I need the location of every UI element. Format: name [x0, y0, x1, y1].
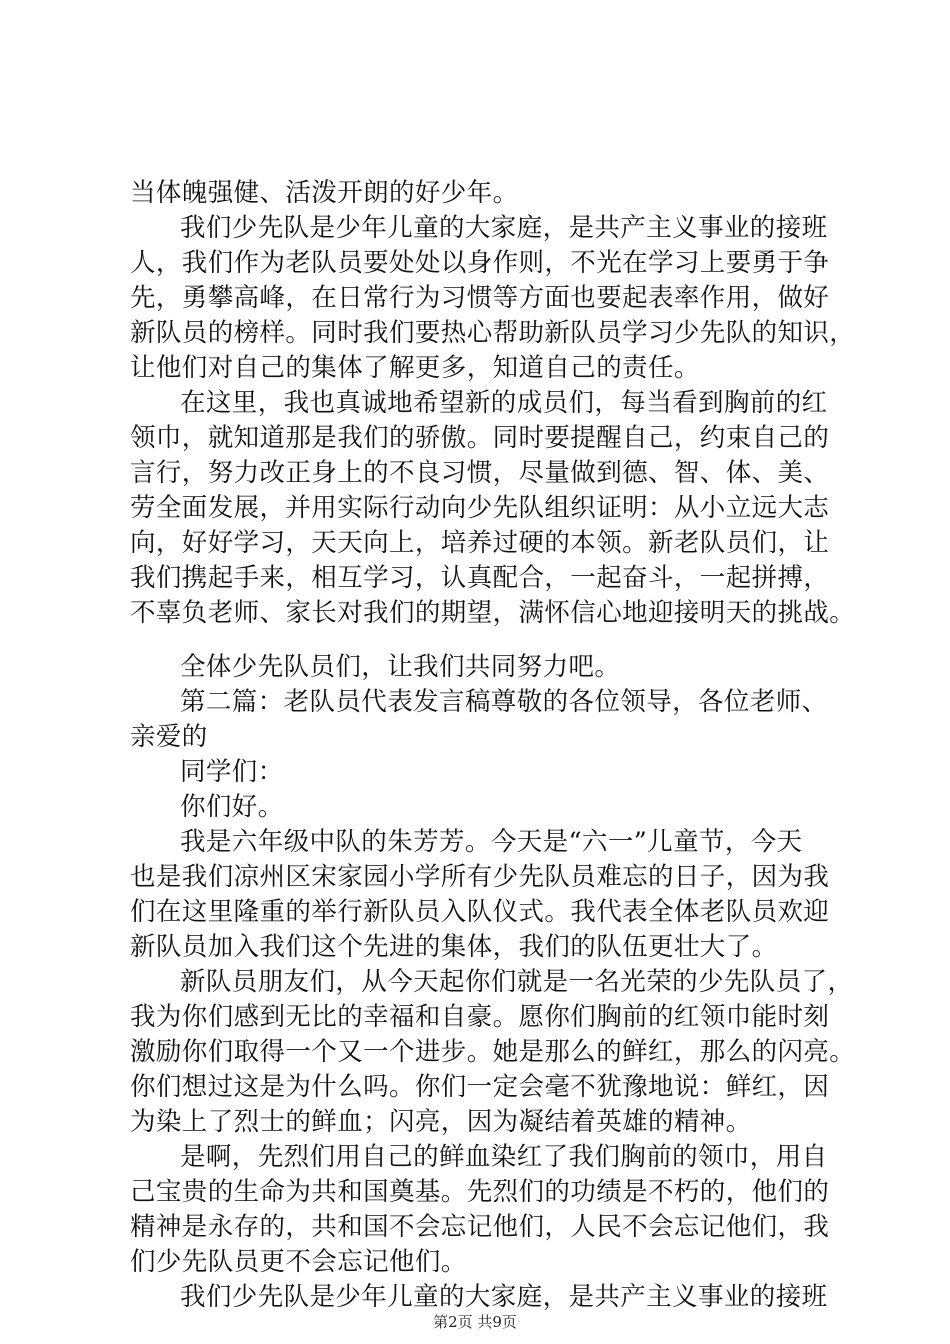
text-line: 领巾，就知道那是我们的骄傲。同时要提醒自己，约束自己的	[130, 423, 830, 453]
text-line: 你们想过这是为什么吗。你们一定会毫不犹豫地说：鲜红，因	[130, 1072, 830, 1102]
text-line: 也是我们凉州区宋家园小学所有少先队员难忘的日子，因为我	[130, 862, 830, 892]
text-line: 我为你们感到无比的幸福和自豪。愿你们胸前的红领巾能时刻	[130, 1002, 830, 1032]
text-line: 们在这里隆重的举行新队员入队仪式。我代表全体老队员欢迎	[130, 897, 830, 927]
text-line: 不辜负老师、家长对我们的期望，满怀信心地迎接明天的挑战。	[130, 598, 856, 628]
paragraph-first-line: 我们少先队是少年儿童的大家庭，是共产主义事业的接班	[180, 1282, 828, 1312]
text-line: 己宝贵的生命为共和国奠基。先烈们的功绩是不朽的，他们的	[130, 1177, 830, 1207]
text-line: 亲爱的	[130, 722, 208, 752]
section-heading: 第二篇：老队员代表发言稿尊敬的各位领导，各位老师、	[180, 687, 828, 717]
text-line: 新队员的榜样。同时我们要热心帮助新队员学习少先队的知识，	[130, 318, 856, 348]
paragraph-first-line: 我们少先队是少年儿童的大家庭，是共产主义事业的接班	[180, 213, 828, 243]
salutation: 同学们：	[180, 757, 284, 787]
paragraph-first-line: 在这里，我也真诚地希望新的成员们，每当看到胸前的红	[180, 388, 828, 418]
paragraph-first-line: 是啊，先烈们用自己的鲜血染红了我们胸前的领巾，用自	[180, 1142, 828, 1172]
text-line: 们少先队员更不会忘记他们。	[130, 1247, 467, 1277]
text-line: 让他们对自己的集体了解更多，知道自己的责任。	[130, 353, 700, 383]
text-line: 新队员加入我们这个先进的集体，我们的队伍更壮大了。	[130, 932, 778, 962]
text-line: 人，我们作为老队员要处处以身作则，不光在学习上要勇于争	[130, 248, 830, 278]
text-line: 先，勇攀高峰，在日常行为习惯等方面也要起表率作用，做好	[130, 283, 830, 313]
text-line: 我们携起手来，相互学习，认真配合，一起奋斗，一起拼搏，	[130, 563, 830, 593]
text-line: 向，好好学习，天天向上，培养过硬的本领。新老队员们，让	[130, 528, 830, 558]
paragraph-first-line: 全体少先队员们，让我们共同努力吧。	[180, 652, 621, 682]
paragraph-first-line: 新队员朋友们，从今天起你们就是一名光荣的少先队员了，	[180, 967, 854, 997]
text-line: 言行，努力改正身上的不良习惯，尽量做到德、智、体、美、	[130, 458, 830, 488]
text-line: 激励你们取得一个又一个进步。她是那么的鲜红，那么的闪亮。	[130, 1037, 856, 1067]
greeting: 你们好。	[180, 792, 284, 822]
paragraph-first-line: 我是六年级中队的朱芳芳。今天是“六一”儿童节，今天	[180, 827, 803, 857]
text-line: 当体魄强健、活泼开朗的好少年。	[130, 178, 519, 208]
text-line: 精神是永存的，共和国不会忘记他们，人民不会忘记他们，我	[130, 1212, 830, 1242]
text-line: 劳全面发展，并用实际行动向少先队组织证明：从小立远大志	[130, 493, 830, 523]
text-line: 为染上了烈士的鲜血；闪亮，因为凝结着英雄的精神。	[130, 1107, 752, 1137]
page-number-footer: 第2页 共9页	[433, 1313, 517, 1331]
